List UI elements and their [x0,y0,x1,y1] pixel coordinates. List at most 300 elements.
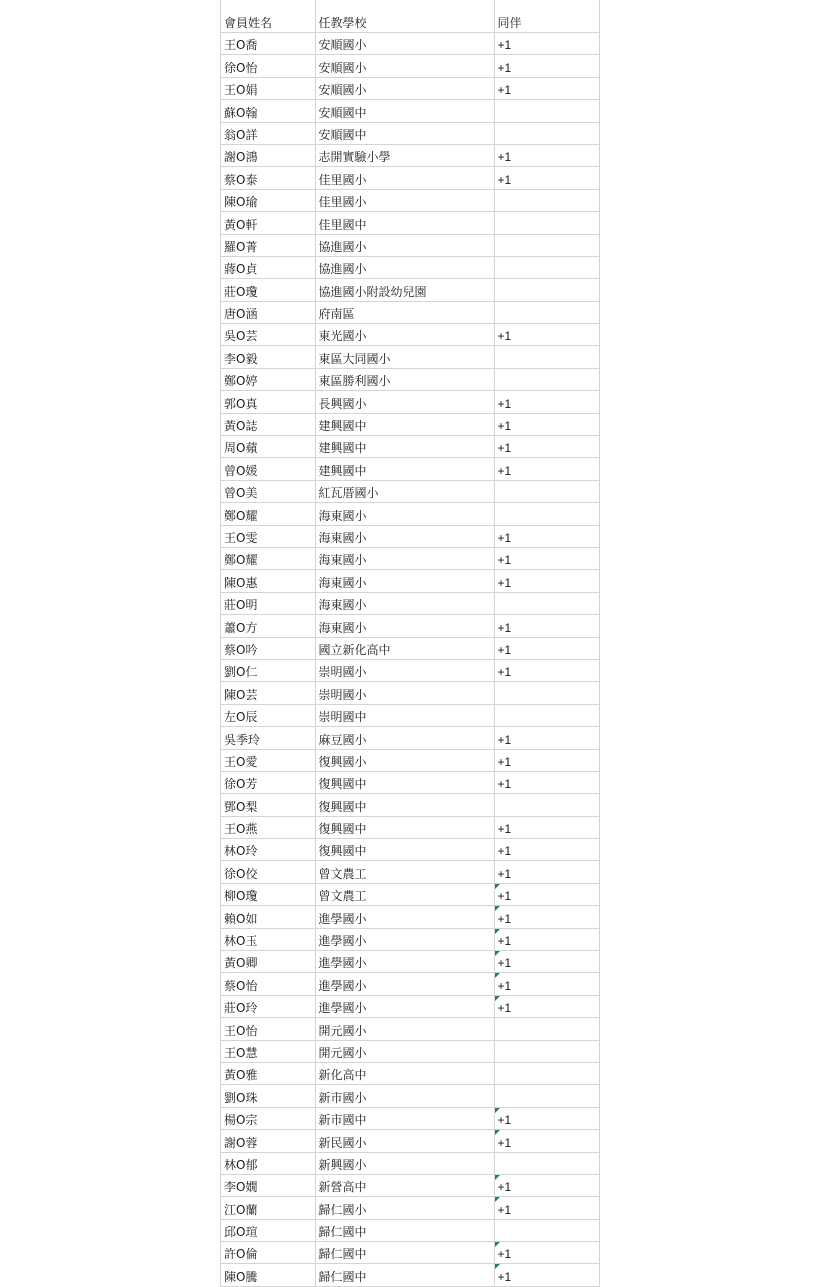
cell-name-text: 王O愛 [224,754,258,769]
cell-partner[interactable] [494,659,599,681]
cell-school-text: 東區勝利國小 [318,374,391,389]
cell-partner[interactable] [494,883,599,905]
cell-name[interactable] [221,144,315,166]
cell-name[interactable] [221,301,315,323]
cell-partner[interactable] [494,839,599,861]
cell-name[interactable] [221,413,315,435]
cell-school-text: 佳里國小 [318,195,367,210]
cell-school[interactable] [315,212,494,234]
cell-partner[interactable] [494,324,599,346]
cell-school[interactable] [315,1174,494,1196]
cell-school[interactable] [315,324,494,346]
cell-name-text: 莊O瓊 [224,284,258,299]
cell-name[interactable] [221,1152,315,1174]
cell-partner[interactable] [494,77,599,99]
cell-partner[interactable] [494,1219,599,1241]
cell-name-text: 徐O芳 [224,777,258,792]
cell-partner-text: +1 [497,172,512,187]
cell-school[interactable] [315,816,494,838]
cell-school-text: 歸仁國中 [318,1225,367,1240]
cell-partner[interactable] [494,861,599,883]
cell-school-text: 新市國小 [318,1090,367,1105]
cell-school[interactable] [315,1197,494,1219]
cell-partner[interactable] [494,100,599,122]
cell-school-text: 曾文農工 [318,866,367,881]
cell-school-text: 新興國小 [318,1157,367,1172]
cell-partner-text: +1 [497,889,512,904]
cell-school-text: 歸仁國中 [318,1269,367,1284]
cell-school[interactable] [315,1085,494,1107]
cell-name[interactable] [221,77,315,99]
table-row [221,727,599,749]
cell-partner[interactable] [494,727,599,749]
cell-name-text: 李O毅 [224,351,258,366]
cell-name[interactable] [221,100,315,122]
cell-partner[interactable] [494,436,599,458]
cell-partner[interactable] [494,144,599,166]
cell-partner[interactable] [494,301,599,323]
cell-name[interactable] [221,279,315,301]
cell-name-text: 蔡O泰 [224,172,258,187]
cell-name-text: 唐O涵 [224,307,258,322]
cell-partner-text: +1 [497,396,512,411]
cell-school[interactable] [315,1130,494,1152]
cell-school[interactable] [315,883,494,905]
cell-partner[interactable] [494,951,599,973]
cell-partner-text: +1 [497,732,512,747]
header-school[interactable]: 任教學校 [315,0,494,33]
cell-school[interactable] [315,637,494,659]
cell-note-triangle-icon [495,1197,500,1202]
cell-name-text: 鄧O梨 [224,799,258,814]
cell-note-triangle-icon [495,884,500,889]
table-row [221,55,599,77]
table-row [221,794,599,816]
table-row [221,1264,599,1286]
cell-partner[interactable] [494,1197,599,1219]
cell-school-text: 新市國中 [318,1113,367,1128]
cell-name[interactable] [221,525,315,547]
cell-partner[interactable] [494,413,599,435]
cell-school-text: 復興國中 [318,844,367,859]
cell-name[interactable] [221,592,315,614]
cell-name-text: 王O燕 [224,822,258,837]
cell-school[interactable] [315,570,494,592]
cell-name[interactable] [221,346,315,368]
cell-school[interactable] [315,144,494,166]
cell-name-text: 蔣O貞 [224,262,258,277]
cell-school-text: 崇明國小 [318,665,367,680]
cell-name-text: 周O蘋 [224,441,258,456]
cell-partner[interactable] [494,212,599,234]
cell-partner[interactable] [494,973,599,995]
cell-partner-text: +1 [497,1247,512,1262]
table-row [221,704,599,726]
cell-school[interactable] [315,1107,494,1129]
cell-name-text: 柳O瓊 [224,889,258,904]
cell-partner-text: +1 [497,60,512,75]
cell-name[interactable] [221,951,315,973]
cell-partner[interactable] [494,480,599,502]
cell-school[interactable] [315,951,494,973]
cell-partner[interactable] [494,570,599,592]
cell-partner[interactable] [494,816,599,838]
cell-note-triangle-icon [495,906,500,911]
cell-name[interactable] [221,906,315,928]
cell-school[interactable] [315,1219,494,1241]
cell-name[interactable] [221,1197,315,1219]
cell-name[interactable] [221,794,315,816]
cell-school[interactable] [315,391,494,413]
cell-name[interactable] [221,816,315,838]
table-row [221,234,599,256]
cell-school[interactable] [315,167,494,189]
cell-name[interactable] [221,458,315,480]
cell-school[interactable] [315,928,494,950]
cell-note-triangle-icon [495,1108,500,1113]
cell-school[interactable] [315,906,494,928]
cell-name[interactable] [221,1174,315,1196]
cell-name-text: 邱O瑄 [224,1225,258,1240]
cell-partner[interactable] [494,368,599,390]
table-row [221,659,599,681]
cell-partner-text: +1 [497,934,512,949]
cell-name[interactable] [221,883,315,905]
cell-partner[interactable] [494,1062,599,1084]
cell-school[interactable] [315,256,494,278]
cell-school[interactable] [315,1062,494,1084]
cell-partner[interactable] [494,234,599,256]
cell-name[interactable] [221,682,315,704]
cell-partner-text: +1 [497,419,512,434]
cell-school-text: 復興國小 [318,754,367,769]
cell-partner-text: +1 [497,1135,512,1150]
cell-name[interactable] [221,212,315,234]
cell-name[interactable] [221,1062,315,1084]
table-row [221,503,599,525]
cell-name[interactable] [221,234,315,256]
cell-partner[interactable] [494,1242,599,1264]
cell-name[interactable] [221,391,315,413]
cell-partner-text: +1 [497,956,512,971]
cell-school-text: 協進國小 [318,262,367,277]
cell-name-text: 鄭O耀 [224,553,258,568]
cell-school[interactable] [315,33,494,55]
cell-name[interactable] [221,570,315,592]
cell-school-text: 進學國小 [318,1001,367,1016]
cell-school-text: 佳里國中 [318,217,367,232]
cell-school[interactable] [315,413,494,435]
cell-school-text: 歸仁國中 [318,1247,367,1262]
cell-school-text: 協進國小 [318,239,367,254]
cell-name[interactable] [221,122,315,144]
cell-name-text: 王O喬 [224,38,258,53]
cell-school[interactable] [315,234,494,256]
cell-school[interactable] [315,100,494,122]
cell-partner[interactable] [494,794,599,816]
cell-school[interactable] [315,301,494,323]
cell-school-text: 崇明國小 [318,687,367,702]
cell-school[interactable] [315,1040,494,1062]
cell-name[interactable] [221,480,315,502]
header-row [221,0,599,33]
cell-partner[interactable] [494,704,599,726]
table-row [221,995,599,1017]
cell-school-text: 海東國小 [318,575,367,590]
cell-name-text: 謝O蓉 [224,1135,258,1150]
cell-partner[interactable] [494,122,599,144]
cell-partner[interactable] [494,928,599,950]
cell-name[interactable] [221,547,315,569]
cell-school-text: 復興國中 [318,822,367,837]
cell-school[interactable] [315,525,494,547]
cell-partner-text: +1 [497,1202,512,1217]
cell-name[interactable] [221,659,315,681]
cell-school[interactable] [315,368,494,390]
cell-name-text: 蘇O翰 [224,105,258,120]
cell-school[interactable] [315,122,494,144]
cell-name[interactable] [221,1264,315,1286]
cell-school-text: 海東國小 [318,553,367,568]
table-row [221,436,599,458]
cell-school[interactable] [315,503,494,525]
table-row [221,1219,599,1241]
cell-school-text: 安順國小 [318,83,367,98]
cell-name[interactable] [221,55,315,77]
cell-name-text: 黃O軒 [224,217,258,232]
table-body [221,33,599,1287]
cell-school-text: 海東國小 [318,598,367,613]
cell-partner[interactable] [494,1130,599,1152]
cell-partner-text: +1 [497,441,512,456]
cell-note-triangle-icon [495,996,500,1001]
table-row [221,256,599,278]
cell-name[interactable] [221,727,315,749]
cell-name[interactable] [221,928,315,950]
cell-name-text: 吳季玲 [224,732,261,747]
cell-partner[interactable] [494,167,599,189]
member-table [221,0,600,1287]
table-row [221,1197,599,1219]
cell-school[interactable] [315,458,494,480]
cell-school[interactable] [315,55,494,77]
cell-name[interactable] [221,503,315,525]
cell-name-text: 謝O鴻 [224,150,258,165]
cell-partner[interactable] [494,346,599,368]
cell-partner[interactable] [494,256,599,278]
cell-partner-text: +1 [497,620,512,635]
header-partner[interactable]: 同伴 [494,0,599,33]
cell-school[interactable] [315,436,494,458]
table-row [221,973,599,995]
table-row [221,570,599,592]
table-row [221,368,599,390]
cell-partner[interactable] [494,279,599,301]
cell-school[interactable] [315,1018,494,1040]
cell-partner[interactable] [494,771,599,793]
table-row [221,525,599,547]
cell-name-text: 蔡O吟 [224,642,258,657]
cell-school[interactable] [315,1242,494,1264]
cell-school-text: 開元國小 [318,1045,367,1060]
cell-school[interactable] [315,973,494,995]
cell-name-text: 蔡O怡 [224,978,258,993]
cell-name[interactable] [221,861,315,883]
cell-name-text: 林O玲 [224,844,258,859]
cell-school[interactable] [315,189,494,211]
cell-school[interactable] [315,615,494,637]
cell-name[interactable] [221,637,315,659]
cell-name[interactable] [221,189,315,211]
table-row [221,1107,599,1129]
cell-name[interactable] [221,1018,315,1040]
cell-school-text: 新民國小 [318,1135,367,1150]
cell-name-text: 李O嫺 [224,1180,258,1195]
cell-name[interactable] [221,1130,315,1152]
cell-school[interactable] [315,749,494,771]
cell-name[interactable] [221,973,315,995]
cell-name-text: 翁O詳 [224,127,258,142]
cell-partner[interactable] [494,906,599,928]
table-row [221,324,599,346]
cell-school[interactable] [315,659,494,681]
cell-school-text: 建興國中 [318,463,367,478]
cell-school[interactable] [315,1264,494,1286]
cell-partner[interactable] [494,1018,599,1040]
cell-school-text: 海東國小 [318,508,367,523]
cell-partner-text: +1 [497,844,512,859]
cell-partner-text: +1 [497,754,512,769]
cell-partner[interactable] [494,1174,599,1196]
cell-partner[interactable] [494,55,599,77]
cell-partner[interactable] [494,749,599,771]
cell-partner-text: +1 [497,866,512,881]
table-row [221,1062,599,1084]
cell-partner[interactable] [494,1152,599,1174]
cell-school[interactable] [315,480,494,502]
cell-school-text: 進學國小 [318,911,367,926]
cell-school[interactable] [315,592,494,614]
cell-partner-text: +1 [497,642,512,657]
cell-partner[interactable] [494,547,599,569]
cell-name-text: 鄭O耀 [224,508,258,523]
cell-partner[interactable] [494,1040,599,1062]
cell-school[interactable] [315,77,494,99]
cell-school[interactable] [315,346,494,368]
cell-partner-text: +1 [497,150,512,165]
cell-school-text: 府南區 [318,307,355,322]
cell-partner-text: +1 [497,83,512,98]
cell-partner[interactable] [494,525,599,547]
cell-name[interactable] [221,839,315,861]
cell-partner[interactable] [494,682,599,704]
cell-school-text: 安順國中 [318,127,367,142]
cell-partner-text: +1 [497,1269,512,1284]
header-name[interactable]: 會員姓名 [221,0,315,33]
table-row [221,458,599,480]
cell-school[interactable] [315,279,494,301]
cell-name-text: 徐O佼 [224,866,258,881]
cell-school-text: 海東國小 [318,530,367,545]
cell-name-text: 鄭O婷 [224,374,258,389]
cell-partner[interactable] [494,1085,599,1107]
cell-school[interactable] [315,682,494,704]
cell-school[interactable] [315,995,494,1017]
cell-name[interactable] [221,749,315,771]
cell-partner[interactable] [494,189,599,211]
cell-school[interactable] [315,547,494,569]
table-row [221,144,599,166]
cell-note-triangle-icon [495,951,500,956]
cell-school[interactable] [315,1152,494,1174]
table-row [221,346,599,368]
cell-partner[interactable] [494,637,599,659]
cell-name[interactable] [221,1040,315,1062]
cell-partner[interactable] [494,458,599,480]
cell-school[interactable] [315,861,494,883]
table-row [221,1085,599,1107]
cell-name[interactable] [221,615,315,637]
cell-partner-text: +1 [497,553,512,568]
cell-partner[interactable] [494,503,599,525]
cell-partner[interactable] [494,1107,599,1129]
cell-name[interactable] [221,33,315,55]
cell-note-triangle-icon [495,1130,500,1135]
table-row [221,951,599,973]
cell-partner[interactable] [494,33,599,55]
cell-name[interactable] [221,1107,315,1129]
cell-name[interactable] [221,995,315,1017]
cell-partner[interactable] [494,592,599,614]
cell-name[interactable] [221,704,315,726]
cell-name-text: 曾O媛 [224,463,258,478]
cell-school-text: 東光國小 [318,329,367,344]
cell-name[interactable] [221,1242,315,1264]
cell-school[interactable] [315,839,494,861]
cell-school[interactable] [315,771,494,793]
cell-name[interactable] [221,436,315,458]
cell-name[interactable] [221,771,315,793]
cell-name[interactable] [221,167,315,189]
table-row [221,480,599,502]
cell-name-text: 賴O如 [224,911,258,926]
cell-partner[interactable] [494,615,599,637]
cell-school-text: 佳里國小 [318,172,367,187]
cell-name-text: 許O倫 [224,1247,258,1262]
cell-name[interactable] [221,1085,315,1107]
cell-partner[interactable] [494,391,599,413]
cell-name[interactable] [221,1219,315,1241]
cell-school-text: 東區大同國小 [318,351,391,366]
cell-partner[interactable] [494,1264,599,1286]
table-row [221,682,599,704]
cell-school-text: 海東國小 [318,620,367,635]
cell-school-text: 長興國小 [318,396,367,411]
cell-partner[interactable] [494,995,599,1017]
cell-school[interactable] [315,794,494,816]
cell-school-text: 復興國中 [318,777,367,792]
cell-school[interactable] [315,727,494,749]
table-row [221,1174,599,1196]
cell-name[interactable] [221,368,315,390]
cell-note-triangle-icon [495,1242,500,1247]
cell-name-text: 吳O芸 [224,329,258,344]
cell-name[interactable] [221,256,315,278]
cell-partner-text: +1 [497,38,512,53]
cell-name[interactable] [221,324,315,346]
cell-school[interactable] [315,704,494,726]
cell-name-text: 林O郁 [224,1157,258,1172]
